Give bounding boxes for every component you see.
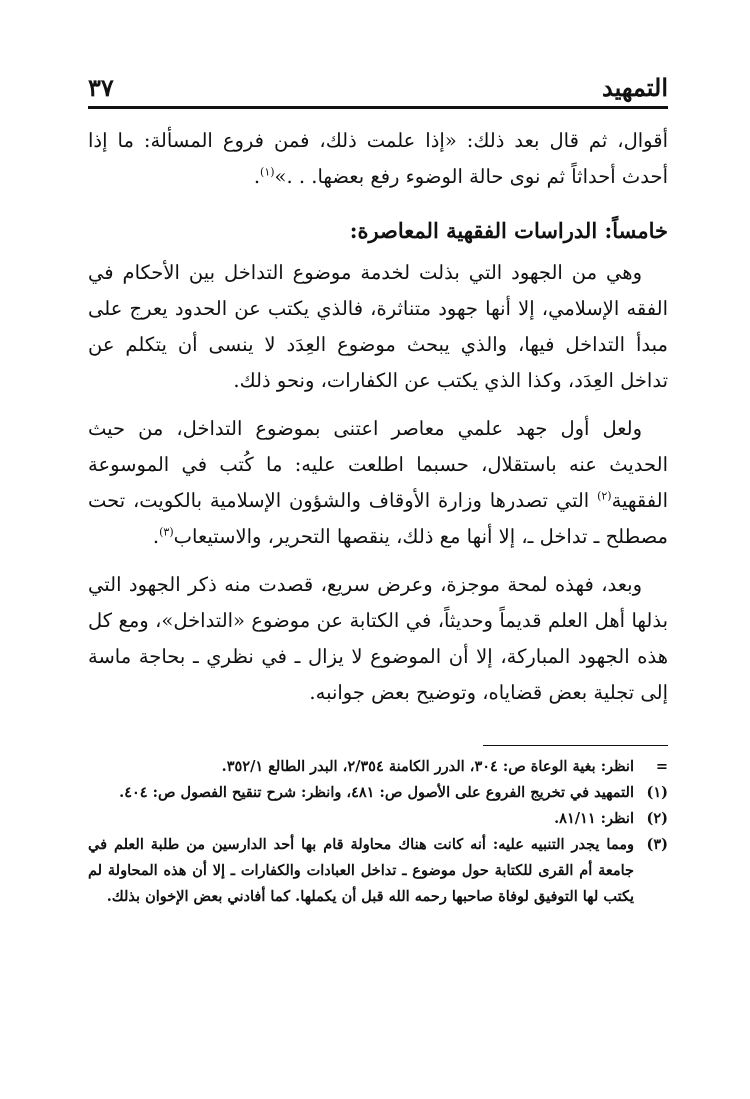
footnote-ref-2: (٢) [597, 489, 612, 503]
footnote-item [88, 780, 668, 806]
paragraph-1 [88, 123, 668, 195]
footnote-mark: (٢) [646, 810, 668, 827]
footnote-item [88, 754, 668, 780]
paragraph-3 [88, 411, 668, 555]
footnote-text: انظر: بغية الوعاة ص: ٣٠٤، الدرر الكامنة ٢/٣٥٤، البدر الطالع ٣٥٢/١. [221, 758, 634, 775]
footnote-mark: (١) [646, 784, 668, 801]
footnotes [88, 754, 668, 910]
paragraph-3-text-b: التي تصدرها وزارة الأوقاف والشؤون الإسلامية بالكويت، تحت مصطلح ـ تداخل ـ، إلا أنها مع ذلك، ينقصها التحرير، والاستيعاب [88, 489, 668, 548]
footnote-text: ومما يجدر التنبيه عليه: أنه كانت هناك محاولة قام بها أحد الدارسين من طلبة العلم في جامعة أم القرى للكتابة حول موضوع ـ تداخل العبادات والكفارات ـ إلا أن هذه المحاولة لم يكتب لها التوفيق لوفاة صاحبها رحمه الله قبل أن يكملها. كما أفادني بعض الإخوان بذلك. [88, 836, 634, 905]
paragraph-1-end: . [253, 165, 261, 188]
footnote-ref-1: (١) [260, 165, 275, 179]
footnote-mark: = [655, 758, 668, 775]
section-heading: خامساً: الدراسات الفقهية المعاصرة: [349, 218, 668, 243]
page-number: ٣٧ [88, 73, 114, 102]
page-header [88, 74, 668, 109]
footnote-item [88, 806, 668, 832]
footnote-mark: (٣) [646, 836, 668, 853]
footnote-item [88, 832, 668, 910]
paragraph-2: وهي من الجهود التي بذلت لخدمة موضوع التداخل بين الأحكام في الفقه الإسلامي، إلا أنها جهود متناثرة، فالذي يكتب عن الحدود يعرج على مبدأ التداخل فيها، والذي يبحث موضوع العِدَد لا ينسى أن يتكلم عن تداخل العِدَد، وكذا الذي يكتب عن الكفارات، ونحو ذلك. [88, 261, 668, 392]
paragraph-4: وبعد، فهذه لمحة موجزة، وعرض سريع، قصدت منه ذكر الجهود التي بذلها أهل العلم قديماً وحديثاً، في الكتابة عن موضوع «التداخل»، ومع كل هذه الجهود المباركة، إلا أن الموضوع لا يزال ـ في نظري ـ بحاجة ماسة إلى تجلية بعض قضاياه، وتوضيح بعض جوانبه. [88, 573, 668, 704]
footnote-separator [483, 745, 668, 746]
paragraph-3-text-a: ولعل أول جهد علمي معاصر اعتنى بموضوع التداخل، من حيث الحديث عنه باستقلال، حسبما اطلعت عليه: ما كُتب في الموسوعة الفقهية [88, 417, 668, 512]
main-text [88, 123, 668, 711]
paragraph-1-text: أقوال، ثم قال بعد ذلك: «إذا علمت ذلك، فمن فروع المسألة: ما إذا أحدث أحداثاً ثم نوى حالة الوضوء رفع بعضها. . .» [88, 129, 668, 188]
running-title: التمهيد [602, 73, 668, 102]
footnote-text: التمهيد في تخريج الفروع على الأصول ص: ٤٨١، وانظر: شرح تنقيح الفصول ص: ٤٠٤. [119, 784, 634, 801]
book-page [88, 74, 668, 910]
footnote-ref-3: (٣) [159, 525, 174, 539]
footnote-text: انظر: ٨١/١١. [554, 810, 634, 827]
paragraph-3-end: . [152, 525, 160, 548]
